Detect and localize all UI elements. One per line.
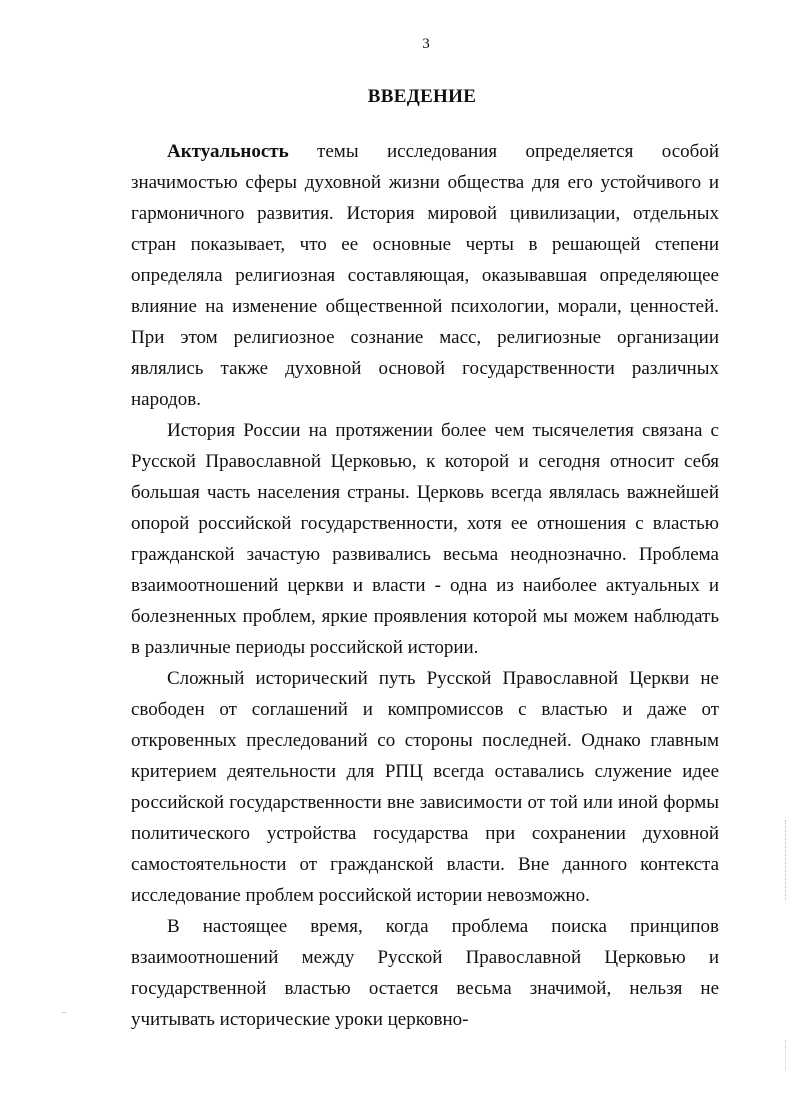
scan-artifact (785, 820, 792, 900)
paragraph-3: Сложный исторический путь Русской Православной Церкви не свободен от соглашений и компромиссов с властью и даже от откровенных преследований со стороны последней. Однако главным критерием деятельности для РПЦ всегда оставались служение идее российской государственности вне зависимости от той или иной формы политического устройства государства при сохранении духовной самостоятельности от гражданской власти. Вне данного контекста исследование проблем российской истории невозможно. (131, 668, 719, 906)
paragraph-1-lead: Актуальность (167, 141, 289, 162)
scan-artifact-bottom (785, 1040, 790, 1070)
paragraph-1 (131, 136, 719, 415)
section-title: ВВЕДЕНИЕ (367, 86, 477, 107)
paragraph-2: История России на протяжении более чем тысячелетия связана с Русской Православной Церковью, к которой и сегодня относит себя большая часть населения страны. Церковь всегда являлась важнейшей опорой российской государственности, хотя ее отношения с властью гражданской зачастую развивались весьма неоднозначно. Проблема взаимоотношений церкви и власти - одна из наиболее актуальных и болезненных проблем, яркие проявления которой мы можем наблюдать в различные периоды российской истории. (131, 420, 719, 658)
body-text (131, 136, 719, 1035)
scan-dot (62, 1012, 66, 1013)
paragraph-1-text: темы исследования определяется особой значимостью сферы духовной жизни общества для его устойчивого и гармоничного развития. История мировой цивилизации, отдельных стран показывает, что ее основные черты в решающей степени определяла религиозная составляющая, оказывавшая определяющее влияние на изменение общественной психологии, морали, ценностей. При этом религиозное сознание масс, религиозные организации являлись также духовной основой государственности различных народов. (131, 141, 719, 410)
page-number: 3 (422, 36, 430, 52)
paragraph-4: В настоящее время, когда проблема поиска принципов взаимоотношений между Русской Православной Церковью и государственной властью остается весьма значимой, нельзя не учитывать исторические уроки церковно- (131, 916, 719, 1030)
